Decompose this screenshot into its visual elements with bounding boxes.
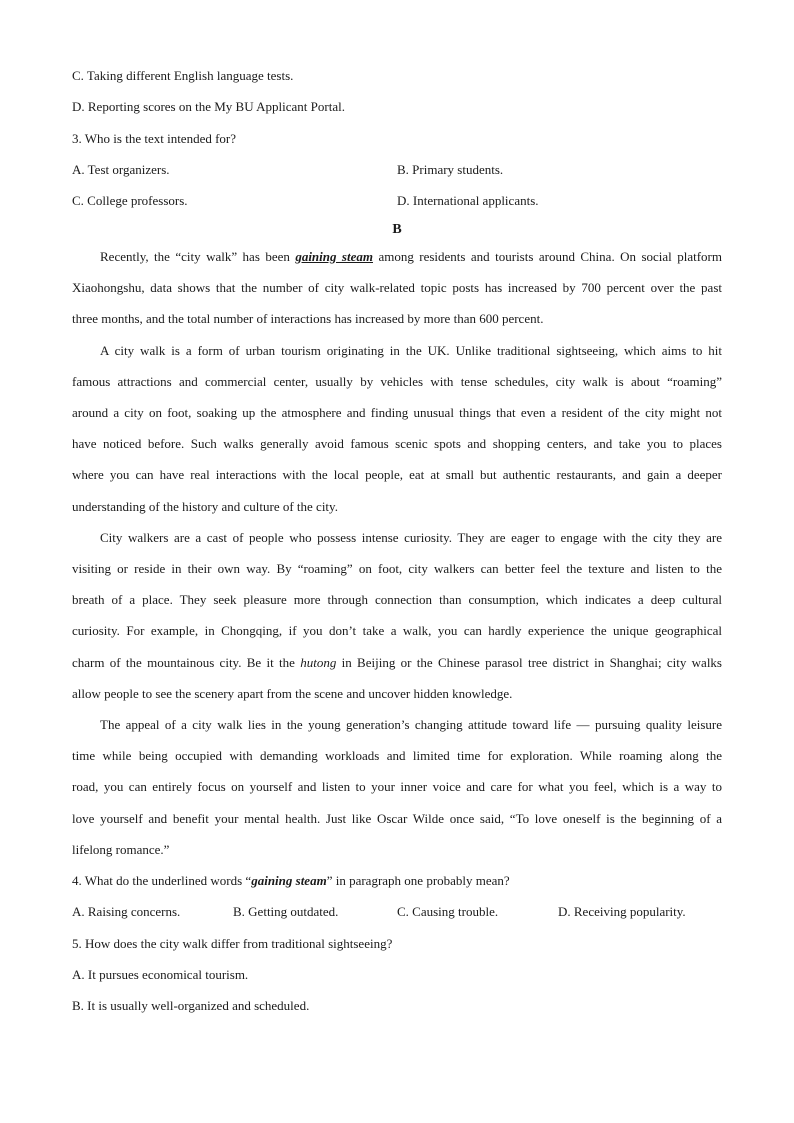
passage-line: where you can have real interactions with the local people, eat at small but authentic restaurants, and gain a deeper [72, 467, 722, 482]
text-span: 4. What do the underlined words “ [72, 873, 252, 888]
passage-line: allow people to see the scenery apart from the scene and uncover hidden knowledge. [72, 686, 513, 701]
text-span: Recently, the “city walk” has been [100, 249, 296, 264]
question-3-option-d: D. International applicants. [397, 193, 539, 208]
question-5-option-b: B. It is usually well-organized and scheduled. [72, 998, 310, 1013]
passage-line: lifelong romance.” [72, 842, 170, 857]
quoted-phrase: gaining steam [251, 873, 327, 888]
passage-line: famous attractions and commercial center, usually by vehicles with tense schedules, city walk is about “roaming” [72, 374, 722, 389]
passage-line: breath of a place. They seek pleasure more through connection than consumption, which indicates a deep cultural [72, 592, 722, 607]
passage-line: City walkers are a cast of people who possess intense curiosity. They are eager to engage with the city they are [100, 530, 722, 545]
question-5-stem: 5. How does the city walk differ from traditional sightseeing? [72, 936, 393, 951]
passage-line: around a city on foot, soaking up the atmosphere and finding unusual things that even a resident of the city might not [72, 405, 722, 420]
passage-line: love yourself and benefit your mental health. Just like Oscar Wilde once said, “To love oneself is the beginning of a [72, 811, 722, 826]
question-4-stem [72, 873, 510, 889]
passage-line: understanding of the history and culture of the city. [72, 499, 338, 514]
question-3-option-b: B. Primary students. [397, 162, 504, 177]
passage-line [72, 655, 722, 671]
question-3-option-c: C. College professors. [72, 193, 188, 208]
question-4-option-b: B. Getting outdated. [233, 904, 339, 919]
question-4-option-a: A. Raising concerns. [72, 904, 181, 919]
passage-line: road, you can entirely focus on yourself and listen to your inner voice and care for what you feel, which is a way to [72, 779, 722, 794]
underlined-phrase: gaining steam [295, 249, 373, 264]
question-2-option-c: C. Taking different English language tests. [72, 68, 294, 83]
passage-line: visiting or reside in their own way. By “roaming” on foot, city walkers can better feel the texture and listen to the [72, 561, 722, 576]
text-span: among residents and tourists around China. On social platform [373, 249, 722, 264]
question-2-option-d: D. Reporting scores on the My BU Applicant Portal. [72, 99, 345, 114]
passage-line [100, 249, 722, 265]
passage-line: time while being occupied with demanding workloads and limited time for exploration. While roaming along the [72, 748, 722, 763]
passage-line: The appeal of a city walk lies in the young generation’s changing attitude toward life — pursuing quality leisure [100, 717, 722, 732]
passage-line: Xiaohongshu, data shows that the number of city walk-related topic posts has increased by 700 percent over the past [72, 280, 722, 295]
section-label: B [392, 222, 402, 237]
question-3-option-a: A. Test organizers. [72, 162, 170, 177]
passage-line: have noticed before. Such walks generally avoid famous scenic spots and shopping centers, and take you to places [72, 436, 722, 451]
passage-line: curiosity. For example, in Chongqing, if you don’t take a walk, you can hardly experience the unique geographical [72, 623, 722, 638]
question-5-option-a: A. It pursues economical tourism. [72, 967, 249, 982]
text-span: in Beijing or the Chinese parasol tree district in Shanghai; city walks [336, 655, 722, 670]
text-span: ” in paragraph one probably mean? [326, 873, 510, 888]
question-4-option-c: C. Causing trouble. [397, 904, 499, 919]
text-span: charm of the mountainous city. Be it the [72, 655, 301, 670]
italic-term: hutong [300, 655, 337, 670]
question-4-option-d: D. Receiving popularity. [558, 904, 686, 919]
passage-line: three months, and the total number of interactions has increased by more than 600 percent. [72, 311, 544, 326]
passage-line: A city walk is a form of urban tourism originating in the UK. Unlike traditional sightseeing, which aims to hit [100, 343, 722, 358]
question-3-stem: 3. Who is the text intended for? [72, 131, 237, 146]
